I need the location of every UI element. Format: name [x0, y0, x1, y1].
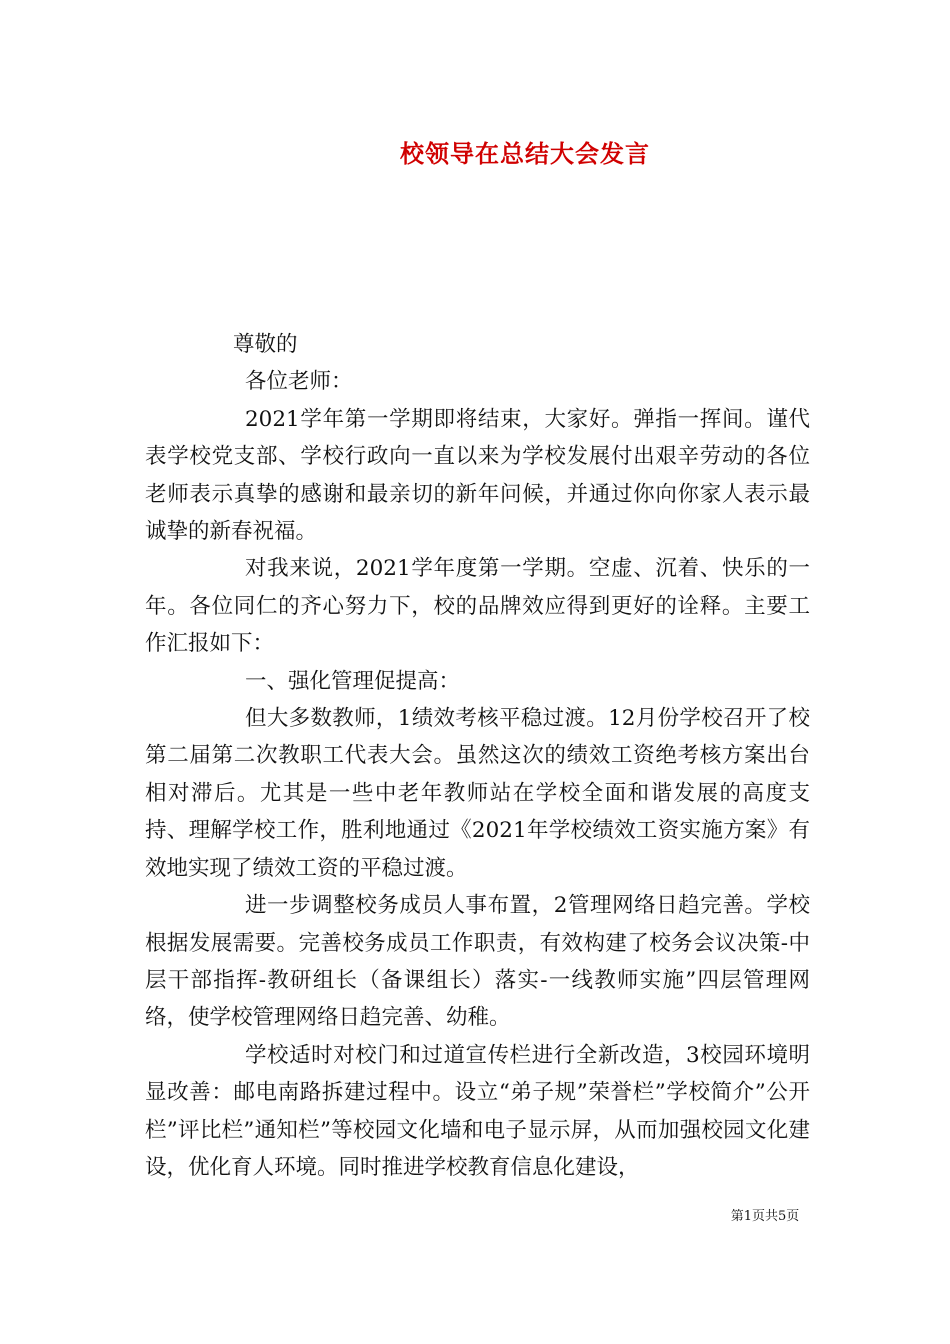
paragraph-4: 进一步调整校务成员人事布置，2管理网络日趋完善。学校根据发展需要。完善校务成员工作职责，有效构建了校务会议决策-中层干部指挥-教研组长（备课组长）落实-一线教师实施”四层管理网络，使学校管理网络日趋完善、幼稚。	[145, 893, 810, 1031]
salutation-line-1: 尊敬的	[233, 332, 298, 357]
page-number: 第1页共5页	[730, 1209, 800, 1224]
salutation-line-2: 各位老师：	[245, 369, 353, 395]
section-heading: 一、强化管理促提高：	[245, 668, 461, 694]
paragraph-5: 学校适时对校门和过道宣传栏进行全新改造，3校园环境明显改善：邮电南路拆建过程中。设立“弟子规”荣誉栏”学校简介”公开栏”评比栏”通知栏”等校园文化墙和电子显示屏，从而加强校园文化建设，优化育人环境。同时推进学校教育信息化建设，	[145, 1042, 810, 1180]
document-title: 校领导在总结大会发言	[400, 140, 650, 168]
paragraph-3: 但大多数教师，1绩效考核平稳过渡。12月份学校召开了校第二届第二次教职工代表大会。虽然这次的绩效工资绝考核方案出台相对滞后。尤其是一些中老年教师站在学校全面和谐发展的高度支持、理解学校工作，胜利地通过《2021年学校绩效工资实施方案》有效地实现了绩效工资的平稳过渡。	[145, 706, 810, 881]
paragraph-2: 对我来说，2021学年度第一学期。空虚、沉着、快乐的一年。各位同仁的齐心努力下，校的品牌效应得到更好的诠释。主要工作汇报如下：	[145, 556, 810, 657]
paragraph-1: 2021学年第一学期即将结束，大家好。弹指一挥间。谨代表学校党支部、学校行政向一直以来为学校发展付出艰辛劳动的各位老师表示真挚的感谢和最亲切的新年问候，并通过你向你家人表示最诚挚的新春祝福。	[145, 406, 810, 545]
document-body	[145, 326, 810, 1186]
